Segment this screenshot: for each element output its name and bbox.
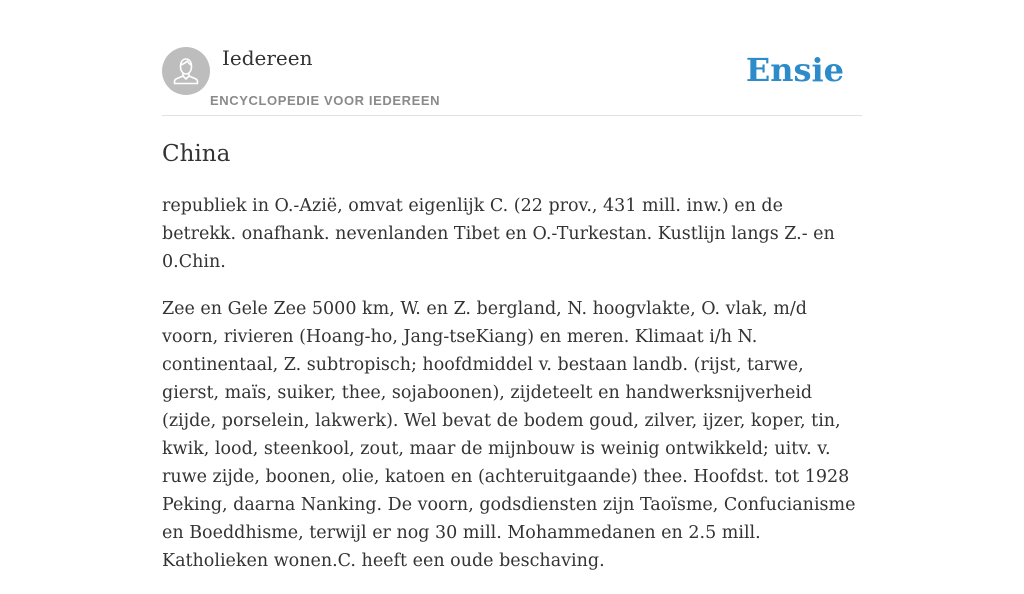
site-header (162, 0, 862, 116)
article-title: China (162, 141, 231, 167)
brand-logo[interactable]: Ensie (745, 51, 844, 89)
article-paragraph: republiek in O.-Azië, omvat eigenlijk C. (22 prov., 431 mill. inw.) en de betrekk. onafhank. nevenlanden Tibet en O.-Turkestan. Kustlijn langs Z.- en 0.Chin. (162, 196, 835, 272)
user-icon (162, 47, 210, 95)
author-name[interactable]: Iedereen (222, 46, 313, 70)
article-paragraph: Zee en Gele Zee 5000 km, W. en Z. bergland, N. hoogvlakte, O. vlak, m/d voorn, rivieren (Hoang-ho, Jang-tseKiang) en meren. Klimaat i/h N. continentaal, Z. subtropisch; hoofdmiddel v. bestaan landb. (rijst, tarwe, gierst, maïs, suiker, thee, sojaboonen), zijdeteelt en handwerksnijverheid (zijde, porselein, lakwerk). Wel bevat de bodem goud, zilver, ijzer, koper, tin, kwik, lood, steenkool, zout, maar de mijnbouw is weinig ontwikkeld; uitv. v. ruwe zijde, boonen, olie, katoen en (achteruitgaande) thee. Hoofdst. tot 1928 Peking, daarna Nanking. De voorn, godsdiensten zijn Taoïsme, Confucianisme en Boeddhisme, terwijl er nog 30 mill. Mohammedanen en 2.5 mill. Katholieken wonen.C. heeft een oude beschaving. (162, 299, 856, 571)
avatar[interactable] (162, 47, 210, 95)
site-tagline: ENCYCLOPEDIE VOOR IEDEREEN (210, 93, 441, 108)
article-body (162, 192, 862, 594)
